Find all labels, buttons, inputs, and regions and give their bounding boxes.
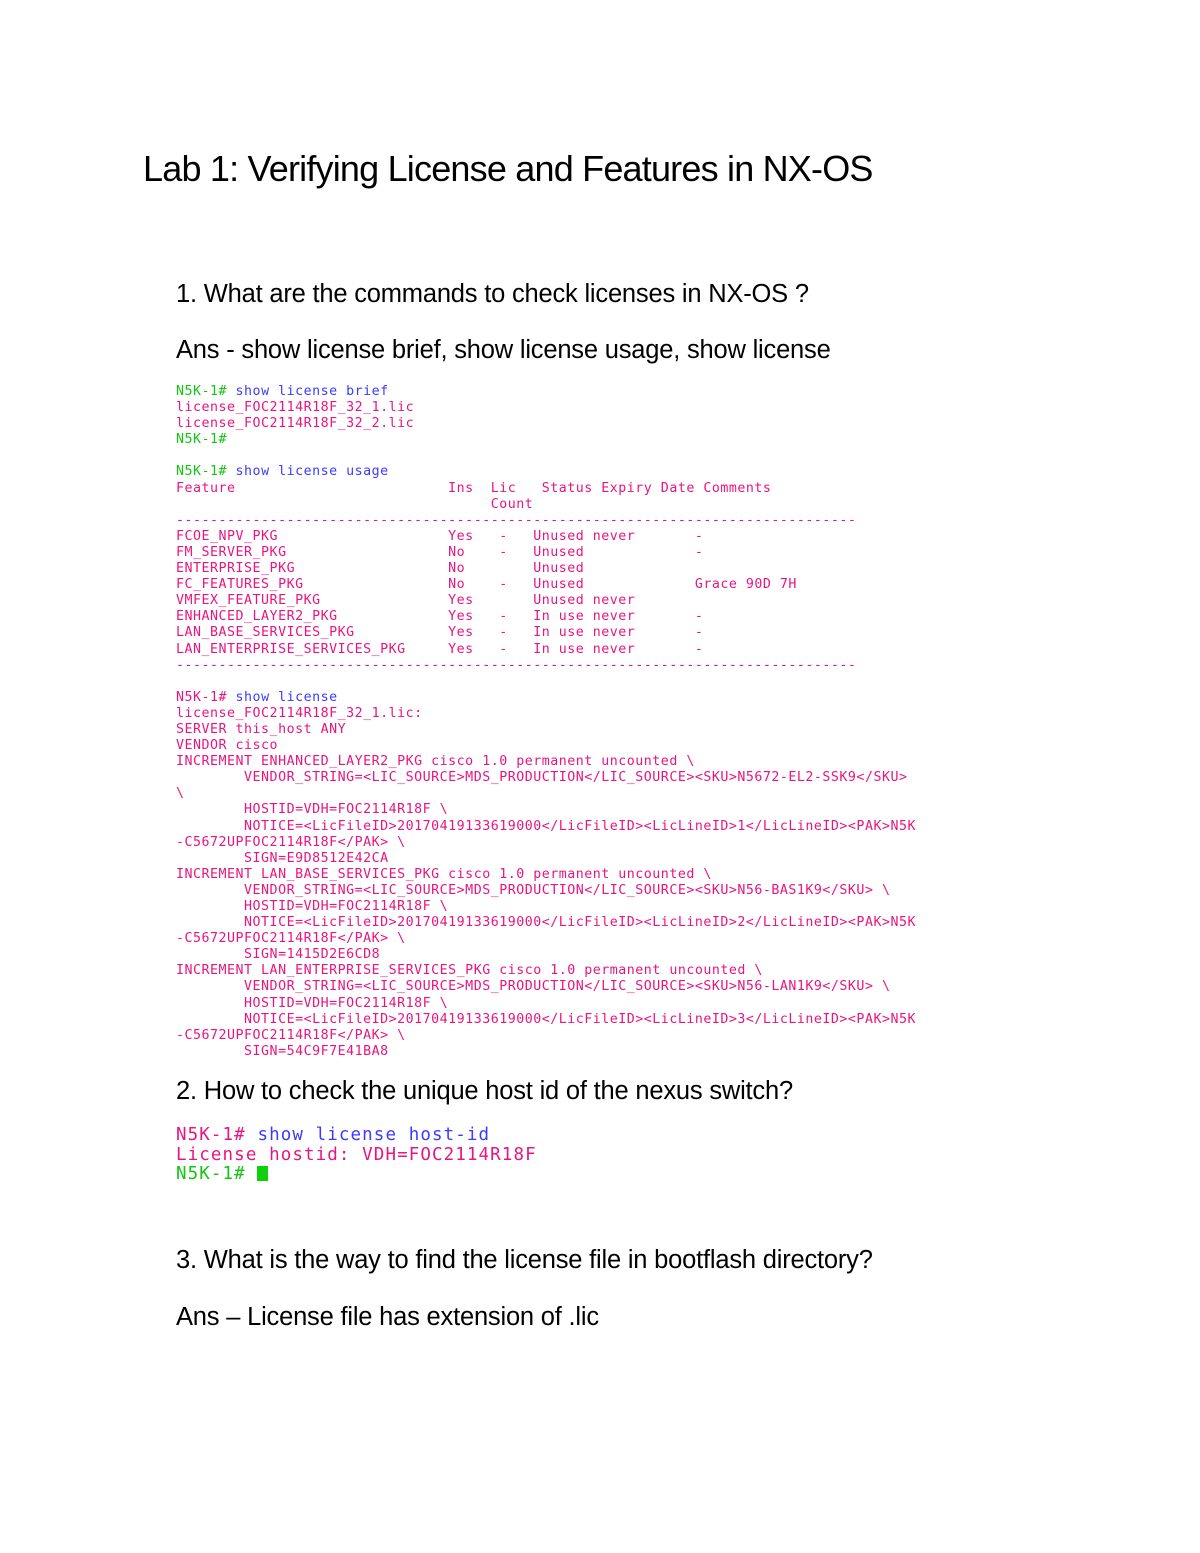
usage-table-rows: FCOE_NPV_PKG Yes - Unused never - FM_SERVER_PKG No - Unused - ENTERPRISE_PKG No Unused FC_FEATURES_PKG No - Unused Grace 90D 7H VMFEX_FEATURE_PKG Yes Unused never ENHANCED_LAYER2_PKG Yes - In use never - LAN_BASE_SERVICES_PKG Yes - In use never - LAN_ENTERPRISE_SERVICES_PKG Yes - In use never -	[176, 528, 797, 657]
terminal-prompt: N5K-1#	[176, 689, 236, 705]
usage-table-rule: --------------------------------------------------------------------------------	[176, 657, 857, 673]
license-file-output: license_FOC2114R18F_32_1.lic: SERVER this_host ANY VENDOR cisco INCREMENT ENHANCED_LAYER2_PKG cisco 1.0 permanent uncounted \ VENDOR_STRING=<LIC_SOURCE>MDS_PRODUCTION</LIC_SOURCE><SKU>N5672-EL2-SSK9</SKU> \ HOSTID=VDH=FOC2114R18F \ NOTICE=<LicFileID>20170419133619000</LicFileID><LicLineID>1</LicLineID><PAK>N5K -C5672UPFOC2114R18F</PAK> \ SIGN=E9D8512E42CA INCREMENT LAN_BASE_SERVICES_PKG cisco 1.0 permanent uncounted \ VENDOR_STRING=<LIC_SOURCE>MDS_PRODUCTION</LIC_SOURCE><SKU>N56-BAS1K9</SKU> \ HOSTID=VDH=FOC2114R18F \ NOTICE=<LicFileID>20170419133619000</LicFileID><LicLineID>2</LicLineID><PAK>N5K -C5672UPFOC2114R18F</PAK> \ SIGN=1415D2E6CD8 INCREMENT LAN_ENTERPRISE_SERVICES_PKG cisco 1.0 permanent uncounted \ VENDOR_STRING=<LIC_SOURCE>MDS_PRODUCTION</LIC_SOURCE><SKU>N56-LAN1K9</SKU> \ HOSTID=VDH=FOC2114R18F \ NOTICE=<LicFileID>20170419133619000</LicFileID><LicLineID>3</LicLineID><PAK>N5K -C5672UPFOC2114R18F</PAK> \ SIGN=54C9F7E41BA8	[176, 705, 916, 1059]
usage-table-header: Feature Ins Lic Status Expiry Date Comments Count	[176, 480, 772, 512]
terminal-hostid-screenshot	[176, 1126, 537, 1185]
terminal-command: show license brief	[235, 384, 389, 399]
question-3: 3. What is the way to find the license file in bootflash directory?	[176, 1246, 873, 1274]
terminal-cursor	[257, 1166, 268, 1181]
terminal-prompt: N5K-1#	[176, 1164, 258, 1184]
question-1: 1. What are the commands to check licenses in NX-OS ?	[176, 280, 809, 308]
page-title: Lab 1: Verifying License and Features in NX-OS	[143, 148, 873, 189]
terminal-prompt: N5K-1#	[176, 432, 228, 448]
hostid-output: License hostid: VDH=FOC2114R18F	[176, 1144, 537, 1165]
terminal-command: show license	[235, 689, 338, 705]
question-2: 2. How to check the unique host id of the nexus switch?	[176, 1077, 793, 1105]
usage-table-rule: --------------------------------------------------------------------------------	[176, 512, 857, 528]
terminal-prompt: N5K-1#	[176, 1125, 258, 1145]
terminal-prompt: N5K-1#	[176, 464, 236, 480]
terminal-command: show license host-id	[257, 1125, 491, 1145]
terminal-command: show license usage	[235, 464, 389, 480]
terminal-output: license_FOC2114R18F_32_1.lic license_FOC2114R18F_32_2.lic	[176, 400, 415, 432]
answer-3: Ans – License file has extension of .lic	[176, 1303, 599, 1331]
answer-1: Ans - show license brief, show license usage, show license	[176, 336, 831, 364]
terminal-license-screenshot	[176, 384, 916, 1060]
terminal-prompt: N5K-1#	[176, 384, 236, 399]
